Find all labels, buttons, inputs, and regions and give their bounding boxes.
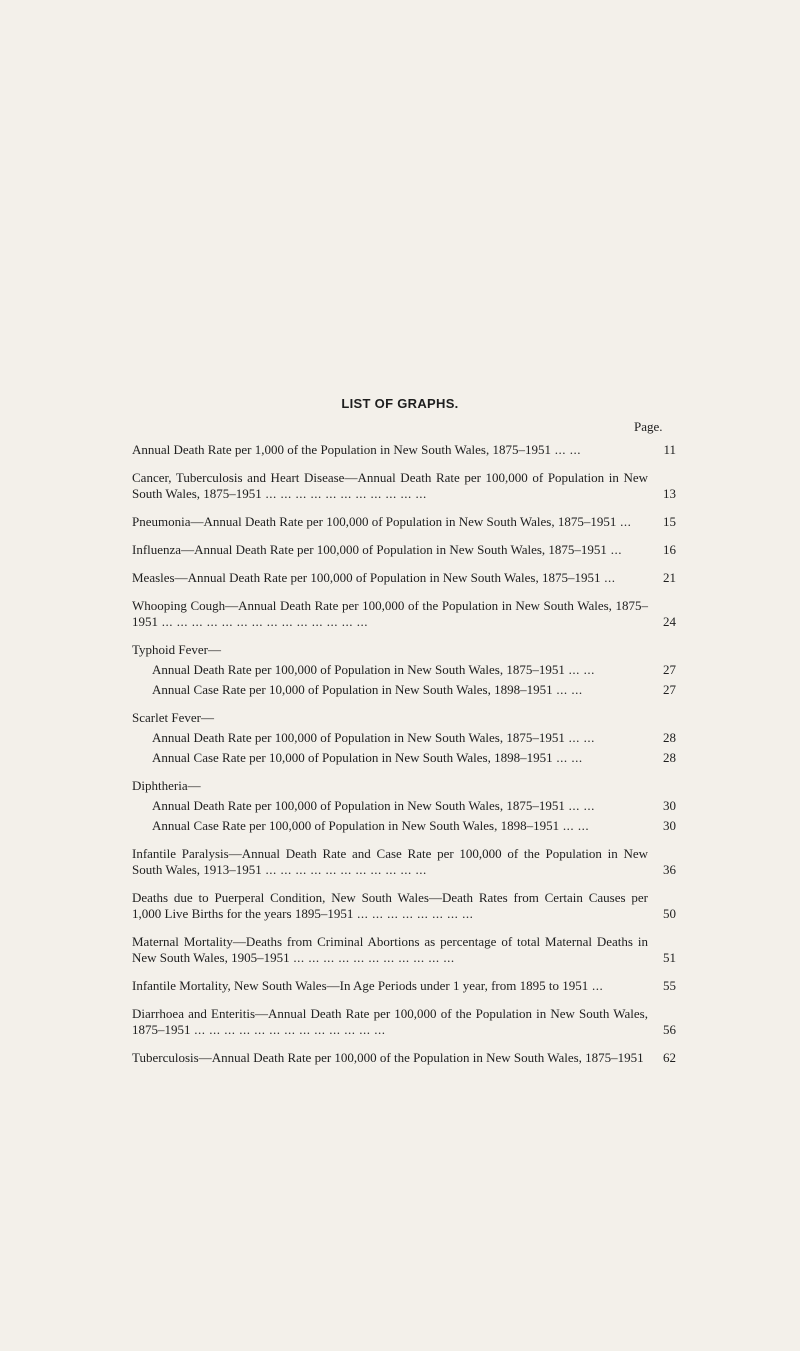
entry-title: Infantile Mortality, New South Wales—In Age Periods under 1 year, from 1895 to 1951: [132, 978, 589, 993]
toc-subentry: [132, 662, 676, 678]
entry-page-number: 30: [663, 818, 676, 833]
entry-page-number: 15: [663, 514, 676, 529]
dot-leader: ... ...: [564, 662, 595, 677]
toc-entry: [132, 890, 676, 922]
dot-leader: ... ... ... ... ... ... ... ... ... ... ...: [261, 862, 427, 877]
entry-page-number: 36: [663, 862, 676, 877]
dot-leader: ...: [600, 570, 616, 585]
toc-entry: [132, 934, 676, 966]
entry-title: Whooping Cough—Annual Death Rate per 100,000 of the Population in New South Wales, 1875–1951: [132, 598, 648, 629]
entry-page-number: 13: [663, 486, 676, 501]
toc-subentry: [132, 818, 676, 834]
entry-page-number: 16: [663, 542, 676, 557]
page-title: LIST OF GRAPHS.: [341, 396, 459, 411]
entry-title: Cancer, Tuberculosis and Heart Disease—Annual Death Rate per 100,000 of Population in New South Wales, 1875–1951: [132, 470, 648, 501]
entry-title: Annual Death Rate per 1,000 of the Population in New South Wales, 1875–1951: [132, 442, 551, 457]
entry-page-number: 28: [663, 730, 676, 745]
dot-leader: ... ... ... ... ... ... ... ... ... ... ... ... ...: [190, 1022, 386, 1037]
entry-page-number: 62: [663, 1050, 676, 1065]
toc-entry: [132, 442, 676, 458]
entry-page-number: 21: [663, 570, 676, 585]
dot-leader: ...: [616, 514, 632, 529]
group-heading: Typhoid Fever—: [132, 642, 221, 657]
list-of-graphs: [132, 442, 676, 1078]
entry-title: Tuberculosis—Annual Death Rate per 100,000 of the Population in New South Wales, 1875–1951: [132, 1050, 644, 1065]
entry-title: Diarrhoea and Enteritis—Annual Death Rate per 100,000 of the Population in New South Wales, 1875–1951: [132, 1006, 648, 1037]
entry-title: Annual Death Rate per 100,000 of Population in New South Wales, 1875–1951: [152, 798, 565, 813]
entry-page-number: 28: [663, 750, 676, 765]
entry-title: Annual Case Rate per 100,000 of Population in New South Wales, 1898–1951: [152, 818, 560, 833]
entry-title: Infantile Paralysis—Annual Death Rate and Case Rate per 100,000 of the Population in New South Wales, 1913–1951: [132, 846, 648, 877]
entry-page-number: 51: [663, 950, 676, 965]
dot-leader: ...: [588, 978, 604, 993]
toc-subentry: [132, 682, 676, 698]
toc-entry: [132, 598, 676, 630]
dot-leader: ... ... ... ... ... ... ... ... ... ... ...: [289, 950, 455, 965]
entry-page-number: 56: [663, 1022, 676, 1037]
toc-entry: [132, 470, 676, 502]
entry-page-number: 27: [663, 682, 676, 697]
group-heading: Diphtheria—: [132, 778, 201, 793]
toc-subentry: [132, 750, 676, 766]
entry-page-number: 24: [663, 614, 676, 629]
toc-entry: [132, 1050, 676, 1066]
dot-leader: ... ... ... ... ... ... ... ... ... ... ...: [261, 486, 427, 501]
dot-leader: ... ...: [552, 750, 583, 765]
toc-subentry: [132, 798, 676, 814]
toc-subentry: [132, 730, 676, 746]
toc-entry: [132, 1006, 676, 1038]
entry-page-number: 50: [663, 906, 676, 921]
entry-title: Maternal Mortality—Deaths from Criminal Abortions as percentage of total Maternal Deaths in New South Wales, 1905–1951: [132, 934, 648, 965]
dot-leader: ... ...: [559, 818, 590, 833]
entry-page-number: 11: [663, 442, 676, 457]
group-heading: Scarlet Fever—: [132, 710, 214, 725]
toc-entry: [132, 978, 676, 994]
toc-entry: [132, 846, 676, 878]
dot-leader: ... ...: [564, 798, 595, 813]
toc-entry: [132, 542, 676, 558]
entry-title: Pneumonia—Annual Death Rate per 100,000 of Population in New South Wales, 1875–1951: [132, 514, 617, 529]
entry-title: Deaths due to Puerperal Condition, New South Wales—Death Rates from Certain Causes per 1,000 Live Births for the years 1895–1951: [132, 890, 648, 921]
dot-leader: ... ... ... ... ... ... ... ...: [353, 906, 474, 921]
entry-title: Annual Case Rate per 10,000 of Population in New South Wales, 1898–1951: [152, 750, 553, 765]
toc-entry: [132, 570, 676, 586]
entry-page-number: 27: [663, 662, 676, 677]
entry-title: Influenza—Annual Death Rate per 100,000 of Population in New South Wales, 1875–1951: [132, 542, 607, 557]
dot-leader: ... ...: [552, 682, 583, 697]
entry-page-number: 30: [663, 798, 676, 813]
page-column-label: Page.: [634, 419, 663, 434]
entry-title: Annual Case Rate per 10,000 of Population in New South Wales, 1898–1951: [152, 682, 553, 697]
entry-page-number: 55: [663, 978, 676, 993]
entry-title: Annual Death Rate per 100,000 of Population in New South Wales, 1875–1951: [152, 662, 565, 677]
toc-entry: [132, 514, 676, 530]
dot-leader: ... ... ... ... ... ... ... ... ... ... ... ... ... ...: [158, 614, 368, 629]
entry-title: Measles—Annual Death Rate per 100,000 of Population in New South Wales, 1875–1951: [132, 570, 601, 585]
dot-leader: ... ...: [564, 730, 595, 745]
entry-title: Annual Death Rate per 100,000 of Population in New South Wales, 1875–1951: [152, 730, 565, 745]
dot-leader: ... ...: [550, 442, 581, 457]
dot-leader: ...: [606, 542, 622, 557]
